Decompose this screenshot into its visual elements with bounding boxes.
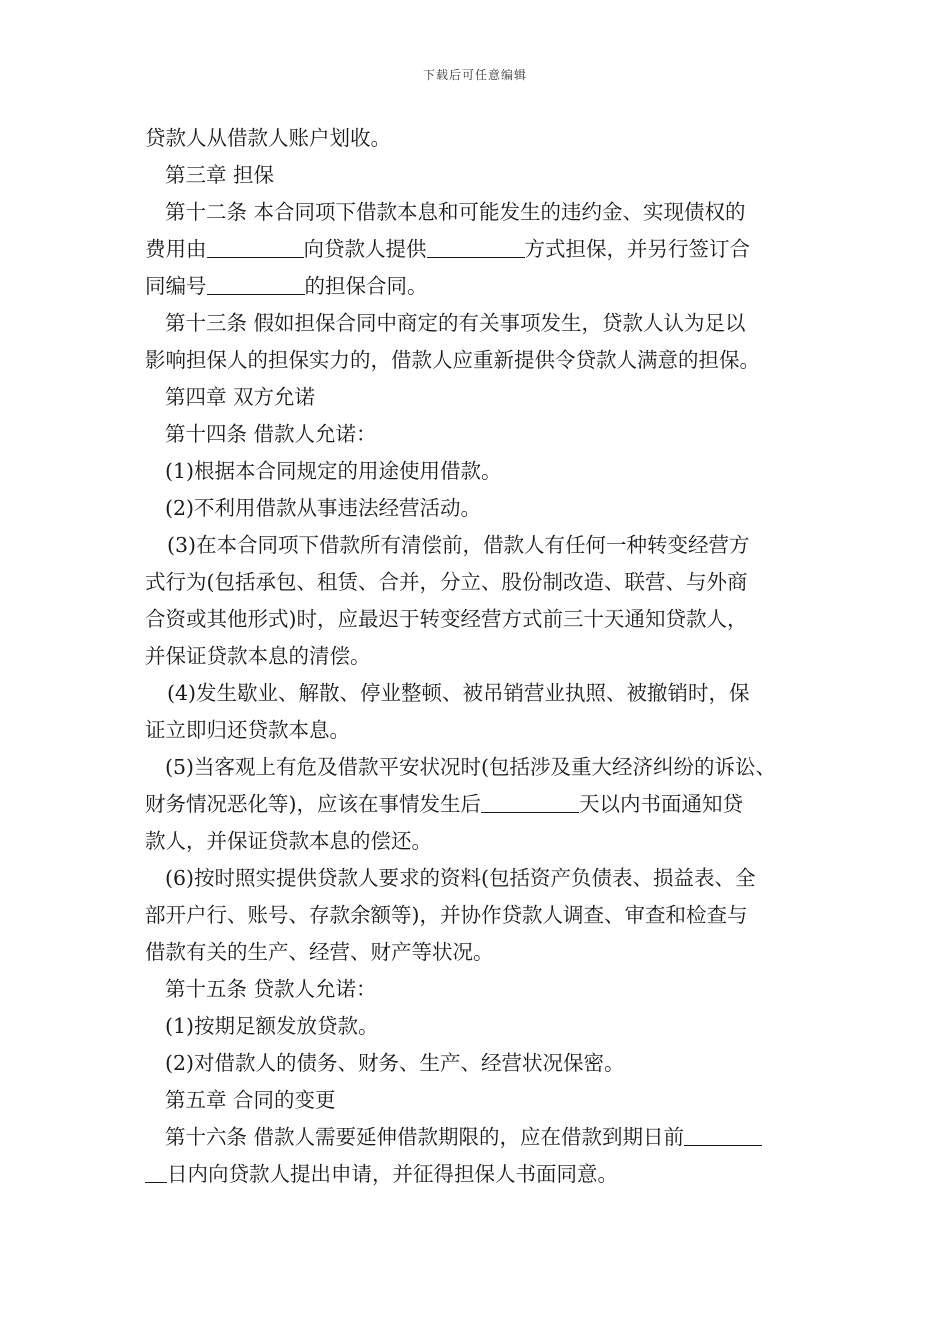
list-item: (2)不利用借款从事违法经营活动。: [165, 496, 482, 520]
text-line: 借款有关的生产、经营、财产等状况。: [145, 940, 494, 964]
list-item: (6)按时照实提供贷款人要求的资料(包括资产负债表、损益表、全: [165, 866, 756, 890]
text-line: 款人，并保证贷款本息的偿还。: [145, 829, 432, 853]
fill-blank[interactable]: [481, 792, 579, 813]
text-line: 日内向贷款人提出申请，并征得担保人书面同意。: [145, 1156, 810, 1193]
list-item: (2)对借款人的债务、财务、生产、经营状况保密。: [165, 1051, 625, 1075]
text-line: 证立即归还贷款本息。: [145, 718, 350, 742]
page-header: 下载后可任意编辑: [422, 68, 527, 82]
text-line: 并保证贷款本息的清偿。: [145, 644, 371, 668]
fill-blank[interactable]: [684, 1125, 762, 1146]
fill-blank[interactable]: [207, 237, 304, 258]
text-line: 同编号 的担保合同。: [145, 274, 428, 298]
document-body: [145, 120, 810, 1193]
chapter-heading: 第四章 双方允诺: [165, 385, 316, 409]
text-line: 部开户行、账号、存款余额等)，并协作贷款人调查、审查和检查与: [145, 903, 748, 927]
fill-blank[interactable]: [207, 274, 305, 295]
list-item: (5)当客观上有危及借款平安状况时(包括涉及重大经济纠纷的诉讼、: [165, 755, 777, 779]
list-item: (3)在本合同项下借款所有清偿前，借款人有任何一种转变经营方: [167, 533, 750, 557]
fill-blank[interactable]: [427, 237, 525, 258]
text-line: 第十三条 假如担保合同中商定的有关事项发生，贷款人认为足以: [165, 311, 746, 335]
chapter-heading: 第五章 合同的变更: [165, 1088, 336, 1112]
text-line: 第十四条 借款人允诺：: [165, 422, 377, 446]
text-line: 合资或其他形式)时，应最迟于转变经营方式前三十天通知贷款人，: [145, 607, 748, 631]
text-line: 式行为(包括承包、租赁、合并，分立、股份制改造、联营、与外商: [145, 570, 748, 594]
text-line: 第十六条 借款人需要延伸借款期限的，应在借款到期日前: [145, 1119, 810, 1156]
list-item: (1)根据本合同规定的用途使用借款。: [165, 459, 502, 483]
text-line: 财务情况恶化等)，应该在事情发生后 天以内书面通知贷: [145, 792, 743, 816]
text-line: 第十五条 贷款人允诺：: [165, 977, 377, 1001]
text-line: 影响担保人的担保实力的，借款人应重新提供令贷款人满意的担保。: [145, 348, 760, 372]
chapter-heading: 第三章 担保: [165, 163, 275, 187]
list-item: (1)按期足额发放贷款。: [165, 1014, 379, 1038]
list-item: (4)发生歇业、解散、停业整顿、被吊销营业执照、被撤销时，保: [167, 681, 750, 705]
fill-blank[interactable]: [145, 1162, 167, 1183]
text-line: 费用由 向贷款人提供 方式担保，并另行签订合: [145, 237, 750, 261]
text-line: 第十二条 本合同项下借款本息和可能发生的违约金、实现债权的: [165, 200, 746, 224]
text-line: 贷款人从借款人账户划收。: [145, 126, 391, 150]
